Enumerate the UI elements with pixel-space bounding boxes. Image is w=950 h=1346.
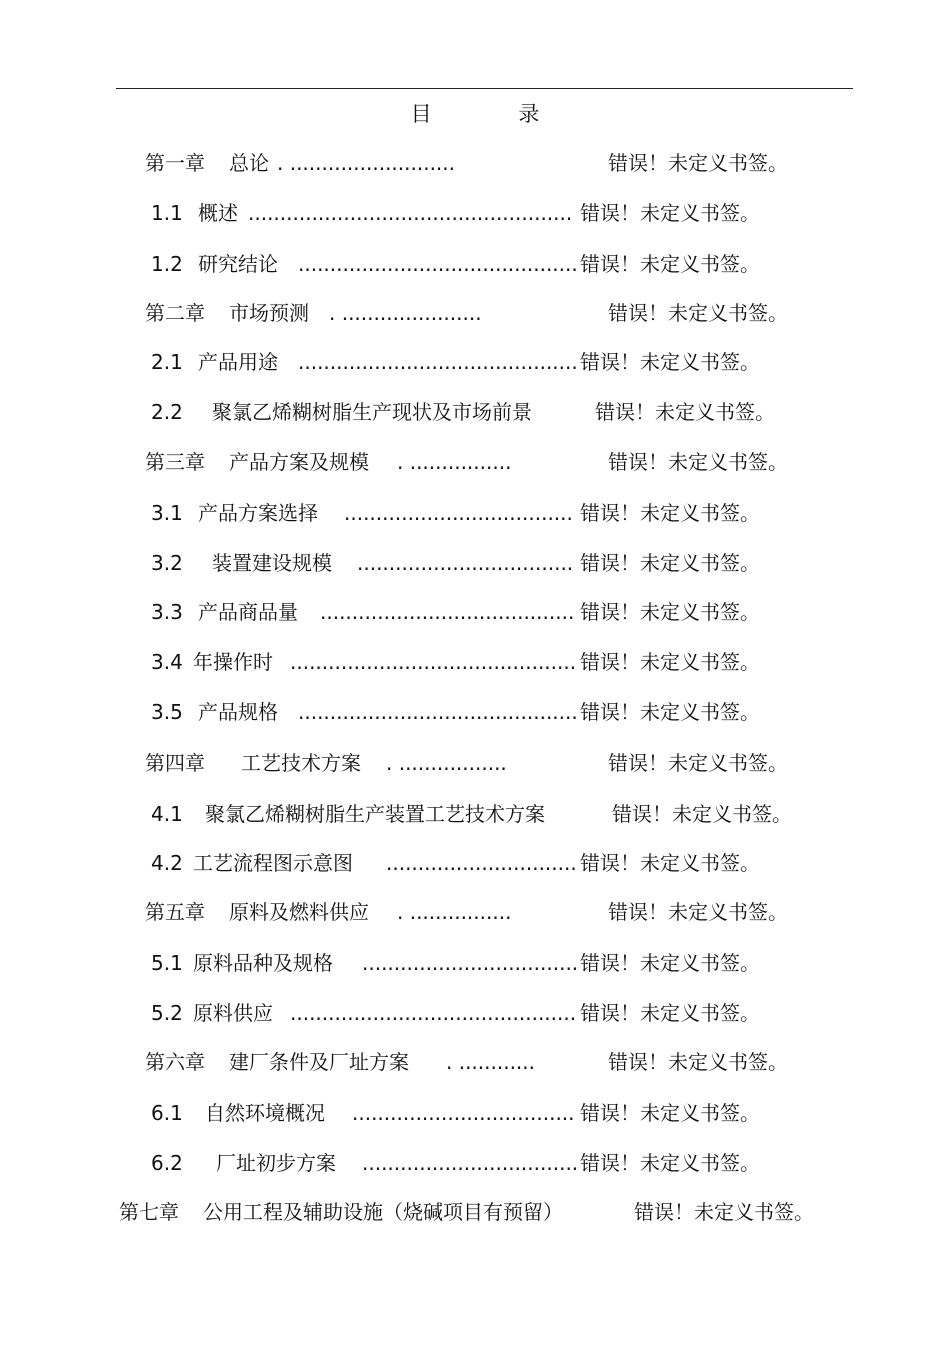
toc-number: 第三章 [145, 450, 205, 474]
toc-title: 公用工程及辅助设施（烧碱项目有预留） [203, 1200, 563, 1224]
toc-title: 工艺流程图示意图 [193, 851, 353, 875]
toc-page: 错误！未定义书签。 [580, 700, 760, 724]
toc-leader: ............................................ [298, 700, 578, 724]
toc-page: 错误！未定义书签。 [608, 1050, 788, 1074]
toc-leader: ............................................. [290, 1001, 577, 1025]
toc-title: 聚氯乙烯糊树脂生产现状及市场前景 [212, 400, 532, 424]
toc-leader: . ............ [446, 1050, 536, 1074]
toc-number: 3.3 [151, 600, 183, 624]
toc-page: 错误！未定义书签。 [608, 301, 788, 325]
toc-title: 原料及燃料供应 [229, 900, 369, 924]
toc-title: 概述 [198, 201, 238, 225]
toc-leader: .................................. [362, 951, 579, 975]
toc-title: 产品方案选择 [198, 501, 318, 525]
toc-title: 总论 [229, 151, 269, 175]
toc-page: 错误！未定义书签。 [608, 751, 788, 775]
toc-number: 第六章 [145, 1050, 205, 1074]
toc-page: 错误！未定义书签。 [580, 650, 760, 674]
toc-number: 第二章 [145, 301, 205, 325]
toc-page: 错误！未定义书签。 [612, 802, 792, 826]
toc-page: 错误！未定义书签。 [580, 501, 760, 525]
toc-leader: . .......................... [277, 151, 456, 175]
toc-leader: .................................... [344, 501, 573, 525]
toc-title: 研究结论 [198, 252, 278, 276]
toc-leader: ............................................ [298, 350, 578, 374]
toc-page: 错误！未定义书签。 [580, 551, 760, 575]
toc-title: 原料供应 [193, 1001, 273, 1025]
toc-number: 3.5 [151, 700, 183, 724]
toc-page: 错误！未定义书签。 [608, 450, 788, 474]
toc-number: 第四章 [145, 751, 205, 775]
toc-number: 3.1 [151, 501, 183, 525]
toc-leader: . ................. [386, 751, 507, 775]
toc-leader: .................................. [357, 551, 574, 575]
toc-leader: ............................................ [298, 252, 578, 276]
toc-title: 原料品种及规格 [193, 951, 333, 975]
toc-title: 厂址初步方案 [216, 1151, 336, 1175]
page-title: 目 录 [410, 102, 580, 126]
toc-page: 错误！未定义书签。 [580, 1001, 760, 1025]
toc-number: 3.4 [151, 650, 183, 674]
toc-title: 年操作时 [193, 650, 273, 674]
toc-number: 1.2 [151, 252, 183, 276]
toc-page: 错误！未定义书签。 [580, 201, 760, 225]
toc-page: 错误！未定义书签。 [580, 1151, 760, 1175]
toc-number: 2.2 [151, 400, 183, 424]
toc-number: 第七章 [119, 1200, 179, 1224]
toc-number: 4.2 [151, 851, 183, 875]
toc-leader: . ................ [397, 900, 512, 924]
toc-number: 6.2 [151, 1151, 183, 1175]
toc-page: 错误！未定义书签。 [595, 400, 775, 424]
toc-page: 错误！未定义书签。 [634, 1200, 814, 1224]
toc-number: 1.1 [151, 201, 183, 225]
toc-title: 自然环境概况 [205, 1101, 325, 1125]
toc-leader: .................................. [362, 1151, 579, 1175]
toc-number: 第五章 [145, 900, 205, 924]
toc-title: 产品规格 [198, 700, 278, 724]
toc-number: 5.1 [151, 951, 183, 975]
toc-leader: ............................................. [290, 650, 577, 674]
toc-title: 产品用途 [198, 350, 278, 374]
toc-title: 聚氯乙烯糊树脂生产装置工艺技术方案 [205, 802, 545, 826]
toc-page: 错误！未定义书签。 [580, 350, 760, 374]
toc-title: 装置建设规模 [212, 551, 332, 575]
toc-page: 错误！未定义书签。 [580, 600, 760, 624]
toc-number: 4.1 [151, 802, 183, 826]
toc-page: 错误！未定义书签。 [580, 1101, 760, 1125]
toc-title: 建厂条件及厂址方案 [229, 1050, 409, 1074]
toc-leader: ................................... [352, 1101, 575, 1125]
toc-leader: .............................. [386, 851, 577, 875]
toc-page: 错误！未定义书签。 [580, 252, 760, 276]
toc-number: 3.2 [151, 551, 183, 575]
toc-page: 错误！未定义书签。 [580, 851, 760, 875]
toc-page: 错误！未定义书签。 [580, 951, 760, 975]
toc-number: 2.1 [151, 350, 183, 374]
toc-page: 错误！未定义书签。 [608, 900, 788, 924]
toc-title: 工艺技术方案 [241, 751, 361, 775]
toc-number: 6.1 [151, 1101, 183, 1125]
toc-leader: ................................................... [248, 201, 573, 225]
toc-leader: . ...................... [329, 301, 482, 325]
toc-title: 产品方案及规模 [229, 450, 369, 474]
toc-title: 产品商品量 [198, 600, 298, 624]
toc-page: 错误！未定义书签。 [608, 151, 788, 175]
toc-title: 市场预测 [229, 301, 309, 325]
toc-number: 第一章 [145, 151, 205, 175]
toc-leader: . ................ [397, 450, 512, 474]
toc-number: 5.2 [151, 1001, 183, 1025]
toc-leader: ........................................ [320, 600, 575, 624]
